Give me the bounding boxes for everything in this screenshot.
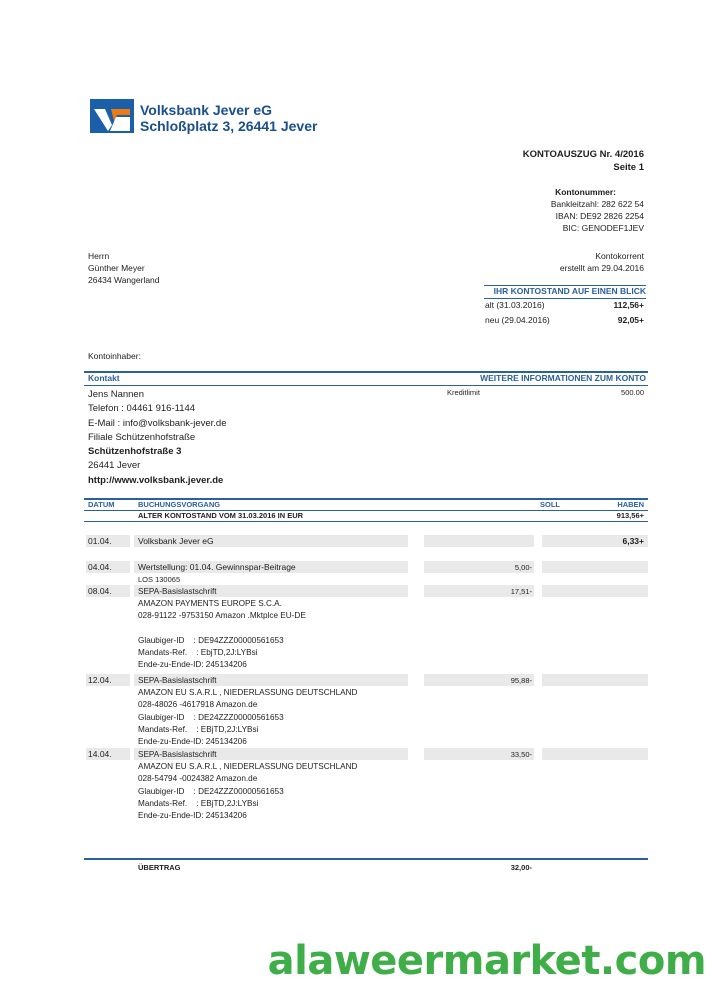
recipient-salutation: Herrn bbox=[88, 251, 110, 261]
row-3-debit: 17,51- bbox=[510, 587, 532, 596]
row-1-credit: 6,33+ bbox=[622, 536, 644, 546]
watermark-text: alaweermarket.com bbox=[267, 938, 706, 984]
row-5-line-3: 028-54794 -0024382 Amazon.de bbox=[138, 774, 258, 784]
row-5-description bbox=[138, 749, 357, 822]
recipient-name: Günther Meyer bbox=[88, 263, 145, 273]
contact-phone: Telefon : 04461 916-1144 bbox=[88, 403, 196, 415]
opening-rule bbox=[84, 521, 648, 522]
opening-balance-value: 913,56+ bbox=[616, 511, 644, 520]
bank-address: Schloßplatz 3, 26441 Jever bbox=[140, 118, 318, 134]
carry-value: 32,00- bbox=[510, 863, 532, 872]
row-3-line-1: SEPA-Basislastschrift bbox=[138, 587, 217, 596]
row-2-line-1: Wertstellung: 01.04. Gewinnspar-Beitrage bbox=[138, 562, 296, 572]
contact-lines bbox=[88, 388, 226, 488]
row-3-line-2: AMAZON PAYMENTS EUROPE S.C.A. bbox=[138, 599, 282, 609]
opening-balance-label: ALTER KONTOSTAND VOM 31.03.2016 IN EUR bbox=[138, 511, 304, 520]
col-description: BUCHUNGSVORGANG bbox=[138, 500, 221, 509]
contact-email[interactable]: E-Mail : info@volksbank-jever.de bbox=[88, 417, 227, 429]
row-3-line-7: Ende-zu-Ende-ID: 245134206 bbox=[138, 660, 247, 670]
row-4-line-6: Ende-zu-Ende-ID: 245134206 bbox=[138, 737, 247, 747]
contact-city: 26441 Jever bbox=[88, 460, 141, 472]
row-1-date: 01.04. bbox=[88, 536, 112, 546]
row-5-line-4: Glaubiger-ID : DE24ZZZ00000561653 bbox=[138, 786, 284, 796]
overview-old-label: alt (31.03.2016) bbox=[485, 300, 545, 310]
iban: IBAN: DE92 2826 2254 bbox=[555, 211, 644, 221]
row-3-date: 08.04. bbox=[88, 586, 112, 596]
bank-logo-icon bbox=[90, 99, 134, 133]
row-2-line-2: LOS 130065 bbox=[138, 575, 181, 584]
bank-name: Volksbank Jever eG bbox=[140, 102, 273, 118]
account-number-label: Kontonummer: bbox=[555, 187, 616, 197]
col-credit: HABEN bbox=[617, 500, 644, 509]
row-4-line-1: SEPA-Basislastschrift bbox=[138, 676, 217, 685]
contact-branch: Filiale Schützenhofstraße bbox=[88, 431, 196, 443]
contact-heading: Kontakt bbox=[88, 373, 120, 383]
account-type: Kontokorrent bbox=[595, 251, 644, 261]
statement-created: erstellt am 29.04.2016 bbox=[559, 263, 644, 273]
bank-name-block bbox=[140, 102, 317, 134]
more-info-heading: WEITERE INFORMATIONEN ZUM KONTO bbox=[480, 373, 646, 383]
row-1-line-1: Volksbank Jever eG bbox=[138, 536, 214, 546]
overview-new-value: 92,05+ bbox=[617, 315, 644, 325]
row-5-date: 14.04. bbox=[88, 749, 112, 759]
overview-heading: IHR KONTOSTAND AUF EINEN BLICK bbox=[493, 286, 646, 296]
row-3-description bbox=[138, 586, 306, 671]
row-3-line-3: 028-91122 -9753150 Amazon .Mktplce EU-DE bbox=[138, 611, 306, 621]
bankleitzahl: Bankleitzahl: 282 622 54 bbox=[550, 199, 644, 209]
row-3-spacer bbox=[138, 623, 306, 635]
row-5-line-2: AMAZON EU S.A.R.L , NIEDERLASSUNG DEUTSCHLAND bbox=[138, 762, 358, 772]
bic: BIC: GENODEF1JEV bbox=[562, 223, 644, 233]
recipient-city: 26434 Wangerland bbox=[88, 275, 160, 285]
row-3-line-6: Mandats-Ref. : EbjTD,2J:LYBsi bbox=[138, 647, 258, 657]
row-4-line-4: Glaubiger-ID : DE24ZZZ00000561653 bbox=[138, 712, 284, 722]
row-5-line-6: Ende-zu-Ende-ID: 245134206 bbox=[138, 811, 247, 821]
overview-old-value: 112,56+ bbox=[613, 300, 644, 310]
statement-title: KONTOAUSZUG Nr. 4/2016 bbox=[522, 149, 644, 160]
bank-logo bbox=[90, 99, 134, 133]
account-holder-label: Kontoinhaber: bbox=[88, 351, 141, 361]
row-4-line-2: AMAZON EU S.A.R.L , NIEDERLASSUNG DEUTSCHLAND bbox=[138, 688, 358, 698]
col-date: DATUM bbox=[88, 500, 115, 509]
row-5-line-1: SEPA-Basislastschrift bbox=[138, 750, 217, 759]
contact-website[interactable]: http://www.volksbank.jever.de bbox=[88, 474, 224, 486]
statement-page: Seite 1 bbox=[613, 162, 644, 173]
row-4-line-5: Mandats-Ref. : EBjTD,2J:LYBsi bbox=[138, 724, 259, 734]
carry-label: ÜBERTRAG bbox=[138, 863, 181, 872]
contact-mid-rule bbox=[84, 385, 648, 386]
row-5-debit: 33,50- bbox=[510, 750, 532, 759]
row-4-line-3: 028-48026 -4617918 Amazon.de bbox=[138, 700, 258, 710]
overview-mid-rule bbox=[484, 298, 646, 299]
contact-person: Jens Nannen bbox=[88, 389, 144, 400]
overview-new-label: neu (29.04.2016) bbox=[485, 315, 550, 325]
col-debit: SOLL bbox=[540, 500, 560, 509]
row-4-debit: 95,88- bbox=[510, 676, 532, 685]
row-3-line-5: Glaubiger-ID : DE94ZZZ00000561653 bbox=[138, 635, 284, 645]
carry-rule bbox=[84, 858, 648, 860]
row-4-description bbox=[138, 675, 357, 748]
row-2-date: 04.04. bbox=[88, 562, 112, 572]
credit-limit-label: Kreditlimit bbox=[447, 388, 480, 397]
row-5-line-5: Mandats-Ref. : EBjTD,2J:LYBsi bbox=[138, 798, 259, 808]
credit-limit-value: 500.00 bbox=[621, 388, 644, 397]
row-2-debit: 5,00- bbox=[514, 563, 532, 572]
contact-street: Schützenhofstraße 3 bbox=[88, 446, 182, 458]
row-4-date: 12.04. bbox=[88, 675, 112, 685]
